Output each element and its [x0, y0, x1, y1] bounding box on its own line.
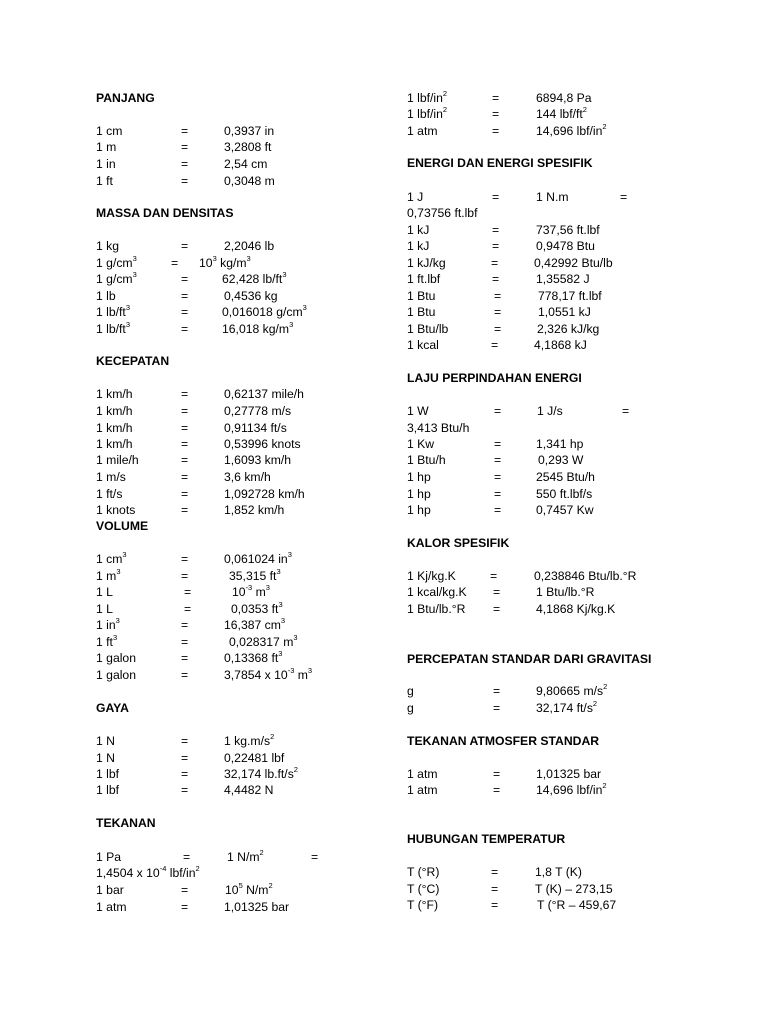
- unit-to: 14,696 lbf/$in^2$: [536, 780, 607, 797]
- unit-to: $10^5$ $N/m^2$: [225, 880, 273, 897]
- equals-sign: =: [181, 140, 189, 154]
- unit-to: 32,174 $lb.ft/s^2$: [224, 764, 298, 781]
- section-heading: HUBUNGAN TEMPERATUR: [407, 832, 566, 846]
- unit-to: 2,54 cm: [224, 157, 268, 171]
- unit-from: 1 $lb/ft^3$: [96, 302, 130, 319]
- equals-sign: =: [181, 487, 189, 501]
- equals-sign: =: [494, 503, 502, 517]
- equals-sign: =: [181, 900, 189, 914]
- equals-sign: =: [494, 470, 502, 484]
- continuation-text: 1,4504 x $10^{-4}$ lbf/$in^2$: [96, 863, 200, 880]
- unit-to: 14,696 lbf/$in^2$: [536, 121, 607, 138]
- unit-from: 1 galon: [96, 668, 136, 682]
- equals-sign: =: [181, 124, 189, 138]
- unit-to: 0,22481 lbf: [224, 751, 285, 765]
- unit-to: 3,6 km/h: [224, 470, 271, 484]
- unit-to: $10^{-3}$ $m^3$: [232, 582, 270, 599]
- equals-sign: =: [181, 552, 189, 566]
- unit-to: 0,9478 Btu: [536, 239, 595, 253]
- unit-from: 1 ft: [96, 174, 113, 188]
- unit-from: 1 Btu: [407, 305, 436, 319]
- equals-sign: =: [181, 734, 189, 748]
- equals-sign: =: [171, 256, 179, 270]
- equals-sign: =: [181, 751, 189, 765]
- unit-from: 1 hp: [407, 470, 431, 484]
- equals-sign: =: [181, 289, 189, 303]
- unit-from: 1 kJ/kg: [407, 256, 446, 270]
- unit-to: 16,387 $cm^3$: [224, 615, 286, 632]
- section-heading: VOLUME: [96, 519, 149, 533]
- unit-to: 2,2046 lb: [224, 239, 275, 253]
- equals-sign: =: [491, 898, 499, 912]
- unit-to: 778,17 ft.lbf: [538, 289, 602, 303]
- left-column: [96, 0, 456, 1024]
- unit-from: 1 lbf: [96, 783, 120, 797]
- equals-sign: =: [181, 421, 189, 435]
- equals-sign: =: [181, 883, 189, 897]
- unit-to: 4,1868 Kj/kg.K: [536, 602, 616, 616]
- unit-to: 32,174 $ft/s^2$: [536, 698, 598, 715]
- unit-to: T (°R – 459,67: [537, 898, 617, 912]
- unit-to: 3,7854 x $10^{-3}$ $m^3$: [224, 665, 313, 682]
- unit-to: 144 lbf/$ft^2$: [536, 104, 587, 121]
- equals-sign: =: [493, 783, 501, 797]
- equals-sign: =: [184, 602, 192, 616]
- unit-from: T (°F): [407, 898, 439, 912]
- unit-from: T (°C): [407, 882, 440, 896]
- equals-sign: =: [492, 272, 500, 286]
- unit-from: 1 Btu/lb: [407, 322, 449, 336]
- unit-from: 1 Btu: [407, 289, 436, 303]
- unit-to: 1,35582 J: [536, 272, 590, 286]
- unit-to: 0,016018 $g/cm^3$: [222, 302, 307, 319]
- unit-to: 3,2808 ft: [224, 140, 272, 154]
- unit-from: 1 galon: [96, 651, 136, 665]
- unit-to: 1,01325 bar: [536, 767, 602, 781]
- equals-sign: =: [181, 453, 189, 467]
- unit-from: 1 $lb/ft^3$: [96, 319, 130, 336]
- unit-from: 1 Kj/kg.K: [407, 569, 456, 583]
- equals-sign: =: [493, 585, 501, 599]
- unit-from: 1 Btu/lb.°R: [407, 602, 466, 616]
- section-heading: KALOR SPESIFIK: [407, 536, 510, 550]
- unit-from: 1 atm: [407, 124, 438, 138]
- unit-to: 0,3048 m: [224, 174, 275, 188]
- equals-sign: =: [181, 387, 189, 401]
- equals-sign: =: [494, 305, 502, 319]
- equals-sign: =: [181, 239, 189, 253]
- unit-from: 1 knots: [96, 503, 136, 517]
- unit-to: $10^3$ $kg/m^3$: [199, 253, 251, 270]
- unit-from: g: [407, 701, 414, 715]
- unit-to: 9,80665 $m/s^2$: [536, 681, 608, 698]
- equals-sign: =: [491, 256, 499, 270]
- unit-from: 1 $in^3$: [96, 615, 120, 632]
- unit-from: 1 W: [407, 404, 429, 418]
- section-heading: LAJU PERPINDAHAN ENERGI: [407, 371, 582, 385]
- unit-to: 0,028317 $m^3$: [229, 632, 298, 649]
- unit-to: 4,1868 kJ: [534, 338, 587, 352]
- equals-sign: =: [181, 174, 189, 188]
- unit-to: 1 Btu/lb.°R: [536, 585, 595, 599]
- unit-to: 1,8 T (K): [535, 865, 582, 879]
- unit-from: g: [407, 684, 414, 698]
- unit-from: 1 mile/h: [96, 453, 139, 467]
- equals-sign: =: [494, 289, 502, 303]
- unit-from: 1 N: [96, 751, 115, 765]
- equals-sign: =: [181, 470, 189, 484]
- equals-sign: =: [181, 272, 189, 286]
- equals-sign: =: [491, 882, 499, 896]
- section-heading: GAYA: [96, 701, 129, 715]
- equals-sign: =: [494, 404, 502, 418]
- unit-from: 1 $cm^3$: [96, 549, 127, 566]
- unit-from: 1 kg: [96, 239, 120, 253]
- unit-to: 2,326 kJ/kg: [537, 322, 600, 336]
- unit-from: 1 atm: [407, 767, 438, 781]
- unit-from: 1 lbf/$in^2$: [407, 88, 448, 105]
- section-heading: TEKANAN ATMOSFER STANDAR: [407, 734, 600, 748]
- unit-from: 1 atm: [407, 783, 438, 797]
- unit-from: 1 km/h: [96, 404, 133, 418]
- equals-sign: =: [494, 437, 502, 451]
- unit-to: 1 N.m: [536, 190, 569, 204]
- unit-to: 0,42992 Btu/lb: [534, 256, 613, 270]
- unit-to: 1,341 hp: [536, 437, 584, 451]
- section-heading: ENERGI DAN ENERGI SPESIFIK: [407, 156, 593, 170]
- unit-from: 1 bar: [96, 883, 124, 897]
- unit-from: 1 km/h: [96, 421, 133, 435]
- equals-sign: =: [491, 865, 499, 879]
- unit-to: 0,3937 in: [224, 124, 275, 138]
- unit-to: 1 J/s: [537, 404, 563, 418]
- section-heading: KECEPATAN: [96, 354, 170, 368]
- unit-to: 2545 Btu/h: [536, 470, 595, 484]
- equals-sign: =: [181, 635, 189, 649]
- unit-to: 737,56 ft.lbf: [536, 223, 600, 237]
- equals-sign: =: [492, 239, 500, 253]
- unit-from: 1 $m^3$: [96, 566, 121, 583]
- equals-sign: =: [493, 602, 501, 616]
- equals-sign: =: [183, 850, 191, 864]
- equals-sign: =: [181, 322, 189, 336]
- section-heading: MASSA DAN DENSITAS: [96, 206, 234, 220]
- unit-from: 1 kcal/kg.K: [407, 585, 467, 599]
- equals-sign: =: [493, 684, 501, 698]
- equals-sign: =: [494, 487, 502, 501]
- equals-sign: =: [311, 850, 319, 864]
- unit-from: 1 Btu/h: [407, 453, 446, 467]
- continuation-text: 0,73756 ft.lbf: [407, 206, 478, 220]
- unit-to: 0,91134 ft/s: [224, 421, 287, 435]
- unit-from: 1 ft.lbf: [407, 272, 441, 286]
- unit-from: 1 N: [96, 734, 115, 748]
- unit-from: 1 cm: [96, 124, 123, 138]
- unit-to: 1,852 km/h: [224, 503, 285, 517]
- equals-sign: =: [181, 618, 189, 632]
- unit-from: 1 kcal: [407, 338, 439, 352]
- equals-sign: =: [181, 767, 189, 781]
- unit-to: 0,4536 kg: [224, 289, 278, 303]
- unit-to: 0,293 W: [538, 453, 584, 467]
- unit-to: 0,061024 $in^3$: [224, 549, 292, 566]
- equals-sign: =: [181, 569, 189, 583]
- equals-sign: =: [493, 767, 501, 781]
- unit-to: 0,7457 Kw: [536, 503, 594, 517]
- equals-sign: =: [620, 190, 628, 204]
- equals-sign: =: [181, 404, 189, 418]
- unit-from: 1 m/s: [96, 470, 126, 484]
- equals-sign: =: [490, 569, 498, 583]
- equals-sign: =: [181, 157, 189, 171]
- unit-from: 1 m: [96, 140, 117, 154]
- section-heading: TEKANAN: [96, 816, 156, 830]
- equals-sign: =: [492, 124, 500, 138]
- unit-from: 1 km/h: [96, 387, 133, 401]
- unit-from: 1 L: [96, 602, 113, 616]
- equals-sign: =: [181, 651, 189, 665]
- unit-from: 1 km/h: [96, 437, 133, 451]
- unit-to: T (K) – 273,15: [535, 882, 613, 896]
- unit-from: 1 lb: [96, 289, 116, 303]
- equals-sign: =: [181, 305, 189, 319]
- equals-sign: =: [181, 668, 189, 682]
- continuation-text: 3,413 Btu/h: [407, 421, 470, 435]
- unit-to: 0,27778 m/s: [224, 404, 292, 418]
- equals-sign: =: [181, 503, 189, 517]
- section-heading: PERCEPATAN STANDAR DARI GRAVITASI: [407, 652, 652, 666]
- equals-sign: =: [622, 404, 630, 418]
- equals-sign: =: [491, 338, 499, 352]
- unit-to: 35,315 $ft^3$: [229, 566, 281, 583]
- equals-sign: =: [492, 91, 500, 105]
- unit-from: 1 hp: [407, 487, 431, 501]
- unit-from: 1 ft/s: [96, 487, 123, 501]
- equals-sign: =: [492, 190, 500, 204]
- equals-sign: =: [492, 223, 500, 237]
- equals-sign: =: [492, 107, 500, 121]
- unit-from: 1 lbf/$in^2$: [407, 104, 448, 121]
- unit-to: 1,6093 km/h: [224, 453, 292, 467]
- unit-to: 0,0353 $ft^3$: [231, 599, 283, 616]
- unit-from: 1 hp: [407, 503, 431, 517]
- unit-to: 0,238846 Btu/lb.°R: [534, 569, 637, 583]
- unit-to: 16,018 $kg/m^3$: [222, 319, 294, 336]
- unit-to: 0,62137 mile/h: [224, 387, 304, 401]
- unit-to: 1,0551 kJ: [538, 305, 591, 319]
- unit-to: 6894,8 Pa: [536, 91, 592, 105]
- unit-from: 1 Pa: [96, 850, 122, 864]
- equals-sign: =: [494, 322, 502, 336]
- unit-to: 0,13368 $ft^3$: [224, 648, 283, 665]
- unit-to: 62,428 $lb/ft^3$: [222, 269, 287, 286]
- unit-from: 1 $ft^3$: [96, 632, 118, 649]
- equals-sign: =: [181, 437, 189, 451]
- unit-from: 1 J: [407, 190, 424, 204]
- unit-to: 1,092728 km/h: [224, 487, 305, 501]
- unit-from: 1 lbf: [96, 767, 120, 781]
- unit-from: 1 in: [96, 157, 116, 171]
- unit-from: 1 atm: [96, 900, 127, 914]
- unit-from: 1 L: [96, 585, 113, 599]
- equals-sign: =: [493, 701, 501, 715]
- unit-to: 550 ft.lbf/s: [536, 487, 593, 501]
- unit-from: 1 $g/cm^3$: [96, 269, 137, 286]
- equals-sign: =: [494, 453, 502, 467]
- unit-from: 1 $g/cm^3$: [96, 253, 137, 270]
- equals-sign: =: [184, 585, 192, 599]
- unit-to: 1 $N/m^2$: [227, 847, 264, 864]
- section-heading: PANJANG: [96, 91, 155, 105]
- unit-to: 1,01325 bar: [224, 900, 290, 914]
- unit-to: 0,53996 knots: [224, 437, 301, 451]
- unit-to: 4,4482 N: [224, 783, 274, 797]
- unit-from: 1 Kw: [407, 437, 435, 451]
- equals-sign: =: [181, 783, 189, 797]
- unit-from: 1 kJ: [407, 223, 430, 237]
- unit-from: T (°R): [407, 865, 440, 879]
- unit-to: 1 $kg.m/s^2$: [224, 731, 275, 748]
- right-column: [407, 0, 767, 1024]
- unit-from: 1 kJ: [407, 239, 430, 253]
